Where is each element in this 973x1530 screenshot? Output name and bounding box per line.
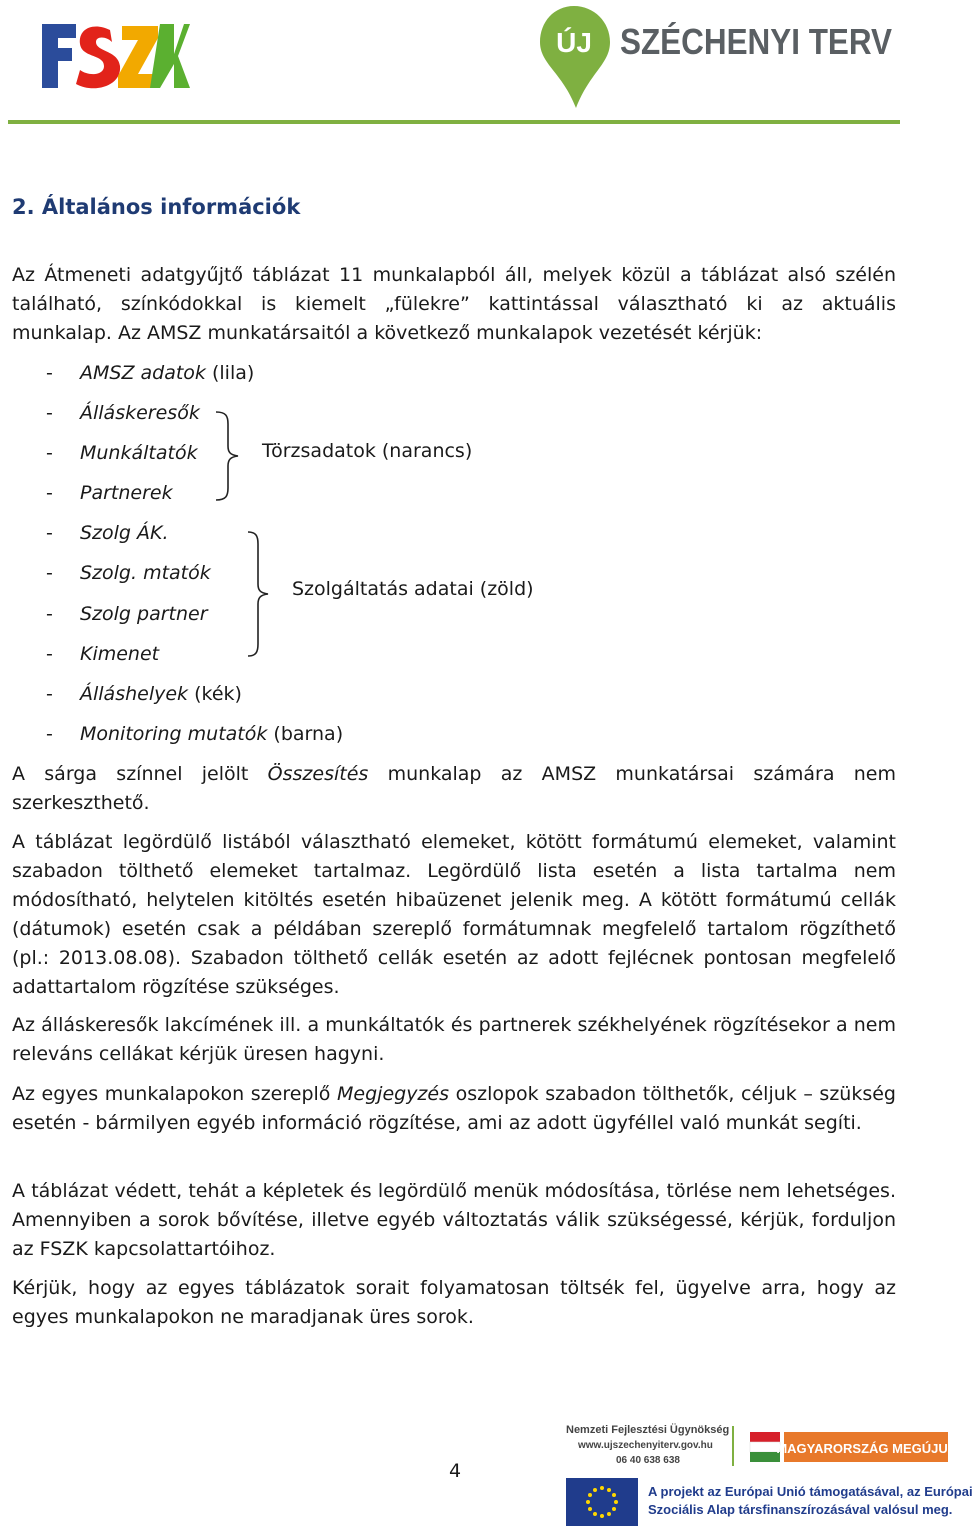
page-number: 4	[448, 1460, 462, 1482]
list-item: - Kimenet	[46, 643, 160, 665]
szechenyi-terv-logo	[536, 2, 898, 112]
list-item: - Szolg ÁK.	[46, 522, 169, 544]
footer-divider	[732, 1426, 734, 1466]
paragraph-tablazat: A táblázat legördülő listából választható elemeket, kötött formátumú elemeket, valamint szabadon tölthető elemeket tartalmaz. Legördülő lista esetén a lista tartalma nem módosítható, helytelen kitöltés esetén hibaüzenet jelenik meg. A kötött formátumú cellák (dátumok) esetén csak a példában szereplő formátumnak megfelelő tartalom rögzíthető (pl.: 2013.08.08). Szabadon tölthető cellák esetén az adott fejlécnek pontosan megfelelő adattartalom rögzítése szükséges.	[12, 831, 896, 998]
header-divider	[8, 120, 900, 124]
section-title: 2. Általános információk	[12, 195, 301, 219]
list-item: - Monitoring mutatók (barna)	[46, 723, 344, 745]
paragraph-sorok: Kérjük, hogy az egyes táblázatok sorait folyamatosan töltsék fel, ügyelve arra, hogy az egyes munkalapokon ne maradjanak üres sorok.	[12, 1277, 896, 1328]
nfu-phone: 06 40 638 638	[616, 1455, 680, 1466]
list-item: - Álláskeresők	[46, 402, 200, 424]
intro-paragraph-1: Az Átmeneti adatgyűjtő táblázat 11 munkalapból áll, melyek közül a táblázat alsó szélén található, színkódokkal is kiemelt „fülekre” kattintással választható ki az aktuális	[12, 264, 896, 315]
group-label-szolgaltatas: Szolgáltatás adatai (zöld)	[292, 578, 534, 600]
paragraph-osszesites: A sárga színnel jelölt Összesítés munkalap az AMSZ munkatársai számára nem szerkeszthető.	[12, 763, 896, 814]
magyarorszag-megujul-badge	[748, 1426, 956, 1468]
eu-funding-line-1: A projekt az Európai Unió támogatásával, az Európai	[648, 1484, 973, 1499]
nfu-title: Nemzeti Fejlesztési Ügynökség	[566, 1424, 730, 1436]
list-item: - Szolg. mtatók	[46, 562, 211, 584]
list-item: - Munkáltatók	[46, 442, 198, 464]
list-item: - AMSZ adatok (lila)	[46, 362, 255, 384]
eu-funding-line-2: Szociális Alap társfinanszírozásával valósul meg.	[648, 1502, 953, 1517]
szt-logo-text: SZÉCHENYI TERV	[620, 21, 892, 62]
group-label-torzsadatok: Törzsadatok (narancs)	[262, 440, 473, 462]
list-item: - Partnerek	[46, 482, 173, 504]
nfu-url: www.ujszechenyiterv.gov.hu	[578, 1440, 713, 1451]
fszk-logo	[38, 14, 190, 94]
mm-text: MAGYARORSZÁG MEGÚJUL	[776, 1441, 956, 1456]
paragraph-lakcim: Az álláskeresők lakcímének ill. a munkáltatók és partnerek székhelyének rögzítésekor a nem releváns cellákat kérjük üresen hagyni.	[12, 1014, 896, 1065]
paragraph-vedett: A táblázat védett, tehát a képletek és legördülő menük módosítása, törlése nem lehetséges. Amennyiben a sorok bővítése, illetve egyéb változtatás válik szükségessé, kérjük, forduljon az FSZK kapcsolattartóihoz.	[12, 1180, 896, 1260]
brace-torzsadatok	[214, 408, 244, 504]
brace-szolgaltatas	[246, 528, 276, 660]
paragraph-megjegyzes: Az egyes munkalapokon szereplő Megjegyzés oszlopok szabadon tölthetők, céljuk – szükség esetén - bármilyen egyéb információ rögzítése, ami az adott ügyféllel való munkát segíti.	[12, 1083, 896, 1134]
list-item: - Álláshelyek (kék)	[46, 683, 242, 705]
eu-flag-icon	[566, 1478, 638, 1526]
intro-paragraph-2: munkalap. Az AMSZ munkatársaitól a következő munkalapok vezetését kérjük:	[12, 322, 763, 344]
list-item: - Szolg partner	[46, 603, 208, 625]
szt-badge-text: ÚJ	[556, 27, 592, 58]
fszk-logo-text: FSZK	[38, 14, 41, 15]
